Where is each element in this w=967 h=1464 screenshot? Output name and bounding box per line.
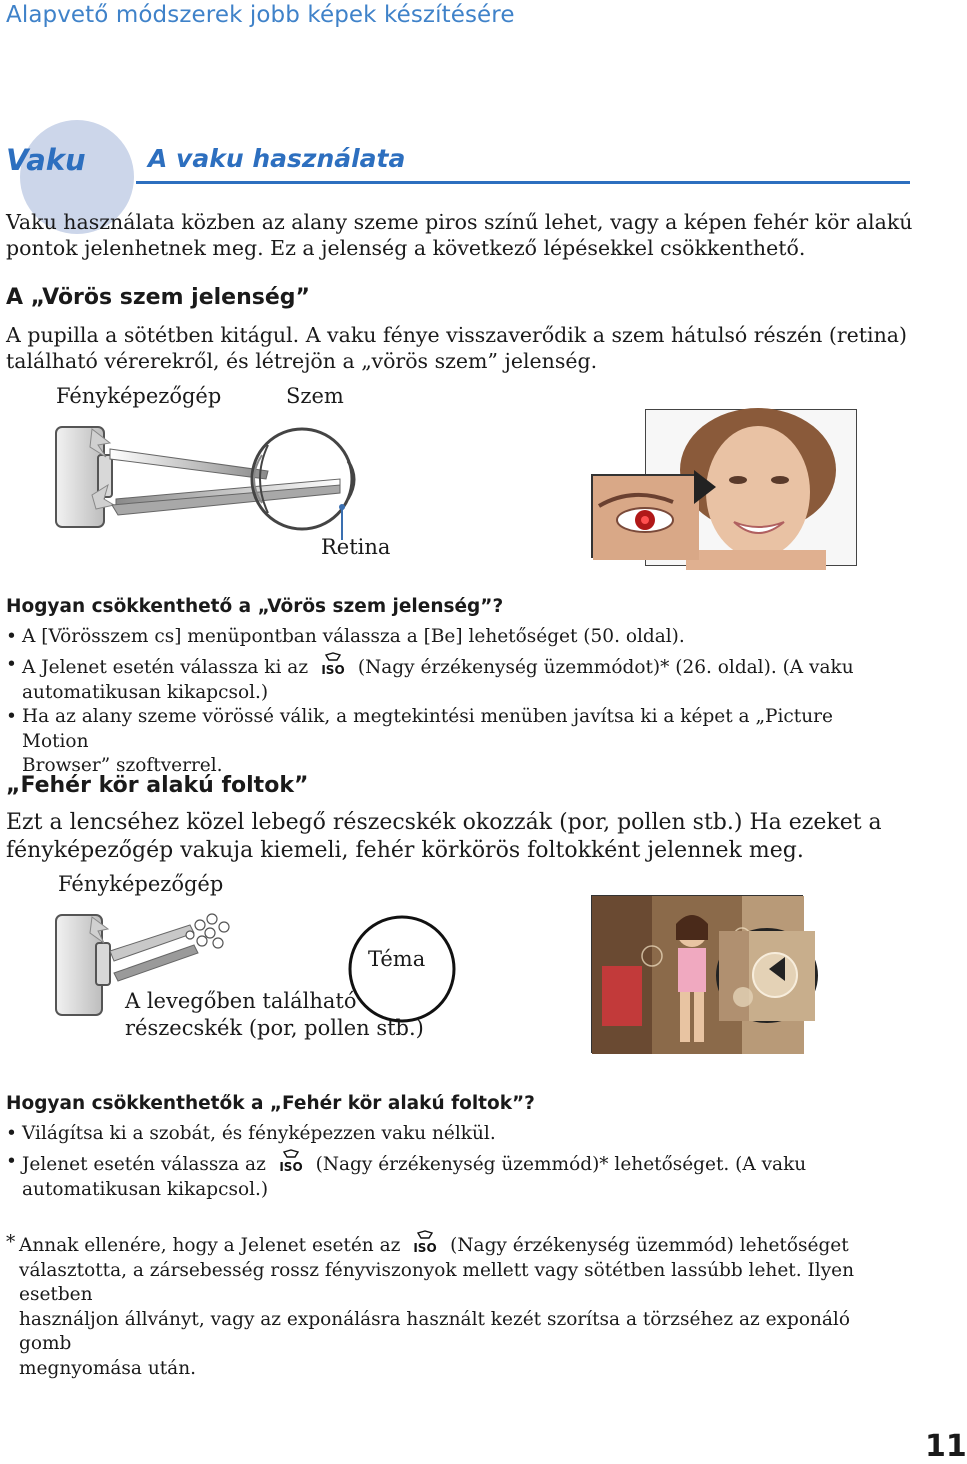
bullet-marker: •: [6, 654, 17, 675]
subject-label: Téma: [368, 947, 426, 971]
iso-icon-text: ISO: [321, 663, 345, 677]
list-item-text: (Nagy érzékenység üzemmódot)* (26. oldal). (A vaku: [357, 657, 854, 678]
list-item-text: A [Vörösszem cs] menüpontban válassza a [Be] lehetőséget (50. oldal).: [22, 626, 685, 647]
list-item-text: Jelenet esetén válassza az: [22, 1154, 266, 1175]
running-head: Alapvető módszerek jobb képek készítésére: [6, 2, 515, 28]
eye-label: Szem: [286, 384, 344, 408]
zoom-pointer: [769, 957, 785, 981]
list-item-text: automatikusan kikapcsol.): [22, 681, 269, 703]
list-item: [6, 1150, 886, 1202]
bullet-marker: •: [6, 626, 17, 647]
list-item-text: automatikusan kikapcsol.): [22, 1178, 269, 1200]
red-eye-paragraph: [6, 322, 946, 374]
intro-paragraph: [6, 209, 946, 261]
orbs-howto-heading: Hogyan csökkenthetők a „Fehér kör alakú foltok”?: [6, 1093, 535, 1114]
list-item: [6, 705, 886, 779]
intro-line: pontok jelenhetnek meg. Ez a jelenség a következő lépésekkel csökkenthető.: [6, 236, 806, 260]
high-sensitivity-iso-icon: [318, 653, 348, 677]
particles-label-line: részecskék (por, pollen stb.): [125, 1016, 424, 1040]
high-sensitivity-iso-icon: [410, 1231, 440, 1255]
intro-line: Vaku használata közben az alany szeme piros színű lehet, vagy a képen fehér kör alakú: [6, 210, 913, 234]
red-eye-line: található vérerekről, és létrejön a „vörös szem” jelenség.: [6, 349, 598, 373]
particles-label: [125, 988, 424, 1042]
list-item-text: A Jelenet esetén válassza ki az: [22, 657, 309, 678]
bullet-marker: •: [6, 706, 17, 727]
footnote-text: Annak ellenére, hogy a Jelenet esetén az: [19, 1235, 401, 1256]
iso-icon-text: ISO: [279, 1160, 303, 1174]
footnote-text: (Nagy érzékenység üzemmód) lehetőséget: [450, 1235, 849, 1256]
particles-label-line: A levegőben található: [125, 989, 357, 1013]
list-item: [6, 625, 886, 650]
red-eye-heading: A „Vörös szem jelenség”: [6, 285, 310, 310]
footnote-line: használjon állványt, vagy az exponálásra használt kezét szorítsa a törzséhez az exponáló gomb: [19, 1308, 850, 1354]
bullet-marker: •: [6, 1151, 17, 1172]
camera-label: Fényképezőgép: [56, 384, 222, 408]
footnote-marker: *: [6, 1232, 16, 1253]
orbs-line: Ezt a lencséhez közel lebegő részecskék okozzák (por, pollen stb.) Ha ezeket a: [6, 810, 882, 835]
red-eye-line: A pupilla a sötétben kitágul. A vaku fénye visszaverődik a szem hátulsó részén (retina): [6, 323, 907, 347]
list-item-text: Világítsa ki a szobát, és fényképezzen vaku nélkül.: [22, 1123, 496, 1144]
orbs-paragraph: [6, 809, 946, 865]
orbs-line: fényképezőgép vakuja kiemeli, fehér körkörös foltokként jelennek meg.: [6, 838, 804, 863]
footnote-line: választotta, a zársebesség rossz fényviszonyok mellett vagy sötétben lassúbb lehet. Ilyen esetben: [19, 1259, 855, 1305]
list-item-text: (Nagy érzékenység üzemmód)* lehetőséget. (A vaku: [315, 1154, 807, 1175]
retina-label: Retina: [321, 535, 391, 559]
red-eye-closeup: [591, 474, 697, 558]
section-rule: [136, 181, 910, 184]
footnote-line: megnyomása után.: [19, 1357, 196, 1379]
bullet-marker: •: [6, 1123, 17, 1144]
high-sensitivity-iso-icon: [276, 1150, 306, 1174]
iso-icon-text: ISO: [413, 1241, 437, 1255]
footnote: [6, 1231, 906, 1381]
red-eye-howto-heading: Hogyan csökkenthető a „Vörös szem jelenség”?: [6, 596, 504, 617]
zoom-pointer: [694, 470, 716, 504]
list-item: [6, 1122, 886, 1147]
list-item: [6, 653, 886, 705]
red-eye-diagram: [40, 415, 400, 545]
list-item-text: Ha az alany szeme vörössé válik, a megtekintési menüben javítsa ki a képet a „Picture Motion: [22, 706, 833, 752]
orbs-heading: „Fehér kör alakú foltok”: [6, 773, 309, 798]
section-tab-label: Vaku: [6, 143, 86, 177]
section-title: A vaku használata: [148, 144, 406, 173]
particle-closeup: [716, 928, 818, 1023]
page-number: 11: [925, 1429, 967, 1464]
list-item-text: Browser” szoftverrel.: [22, 755, 223, 776]
camera-label: Fényképezőgép: [58, 872, 224, 896]
